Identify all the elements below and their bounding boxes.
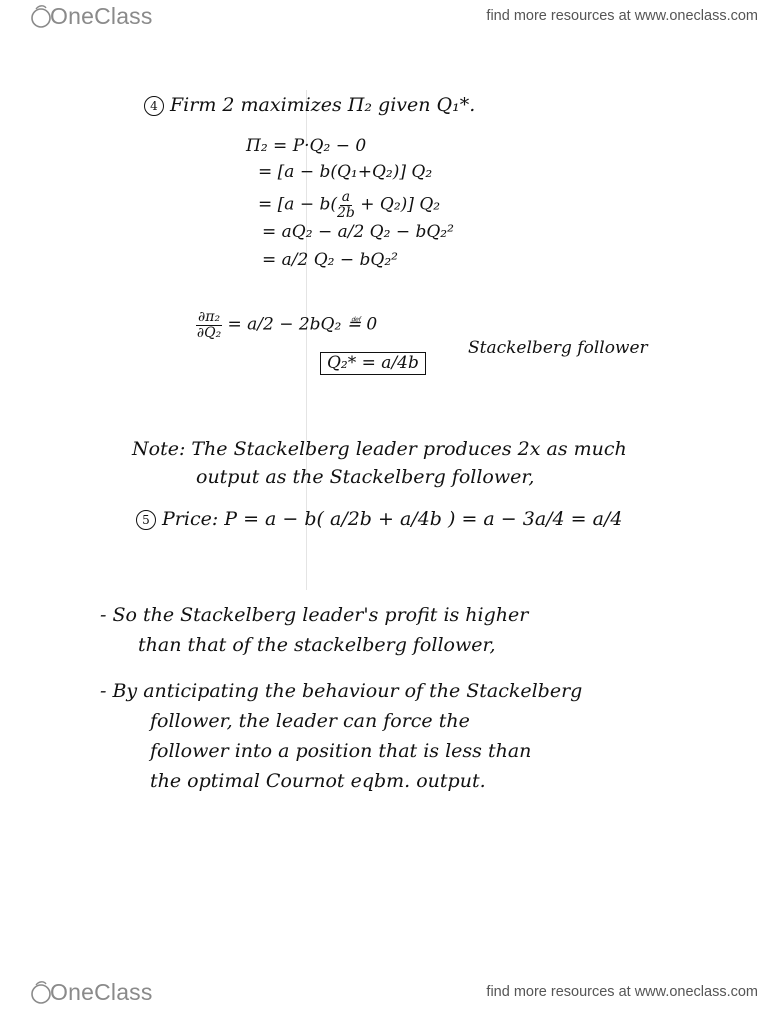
equation-profit: Π₂ = P·Q₂ − 0 — [246, 136, 367, 156]
price-line: Price: P = a − b( a/2b + a/4b ) = a − 3a/4 = a/4 — [162, 508, 623, 530]
step4-title: Firm 2 maximizes Π₂ given Q₁*. — [170, 94, 476, 116]
note-line-2: output as the Stackelberg follower, — [196, 466, 535, 488]
logo-text: OneClass — [50, 979, 153, 1005]
first-order-condition — [196, 310, 377, 340]
derivative-fraction: $\frac{\text{∂π₂}}{\text{∂Q₂}}$ — [196, 309, 222, 341]
resources-link[interactable]: find more resources at www.oneclass.com — [486, 8, 758, 24]
oneclass-logo-footer[interactable] — [30, 979, 153, 1006]
bullet1-line-1: - So the Stackelberg leader's profit is higher — [100, 604, 529, 626]
bullet2-line-4: the optimal Cournot eqbm. output. — [150, 770, 486, 792]
result-box: Q₂* = a/4b — [320, 352, 426, 375]
bullet1-line-2: than that of the stackelberg follower, — [138, 634, 496, 656]
fraction-a-over-2b: $\frac{a}{2b}$ — [336, 189, 355, 221]
stackelberg-follower-label: Stackelberg follower — [468, 338, 648, 358]
resources-link-footer[interactable]: find more resources at www.oneclass.com — [486, 984, 758, 1000]
step4-number: 4 — [144, 96, 164, 116]
note-line-1: Note: The Stackelberg leader produces 2x as much — [132, 438, 627, 460]
bullet2-line-3: follower into a position that is less than — [150, 740, 532, 762]
eq3-pre: = [a − b( — [258, 194, 337, 215]
logo-text: OneClass — [50, 3, 153, 29]
eq3-post: + Q₂)] Q₂ — [354, 194, 441, 215]
bullet2-line-1: - By anticipating the behaviour of the Stackelberg — [100, 680, 583, 702]
equation-distributed: = aQ₂ − a/2 Q₂ − bQ₂² — [262, 222, 454, 242]
equation-substituted — [258, 190, 440, 220]
foc-rhs: = a/2 − 2bQ₂ ≝ 0 — [227, 314, 378, 335]
page-footer — [0, 976, 784, 1010]
page-header — [0, 0, 784, 34]
equation-expanded: = [a − b(Q₁+Q₂)] Q₂ — [258, 162, 433, 182]
price-equation — [136, 510, 622, 530]
oneclass-logo-icon — [30, 5, 52, 29]
equation-simplified: = a/2 Q₂ − bQ₂² — [262, 250, 398, 270]
oneclass-logo[interactable] — [30, 3, 153, 30]
oneclass-logo-icon — [30, 981, 52, 1005]
step4-heading — [144, 96, 475, 116]
bullet2-line-2: follower, the leader can force the — [150, 710, 470, 732]
handwritten-notes-page — [0, 40, 784, 970]
step5-number: 5 — [136, 510, 156, 530]
